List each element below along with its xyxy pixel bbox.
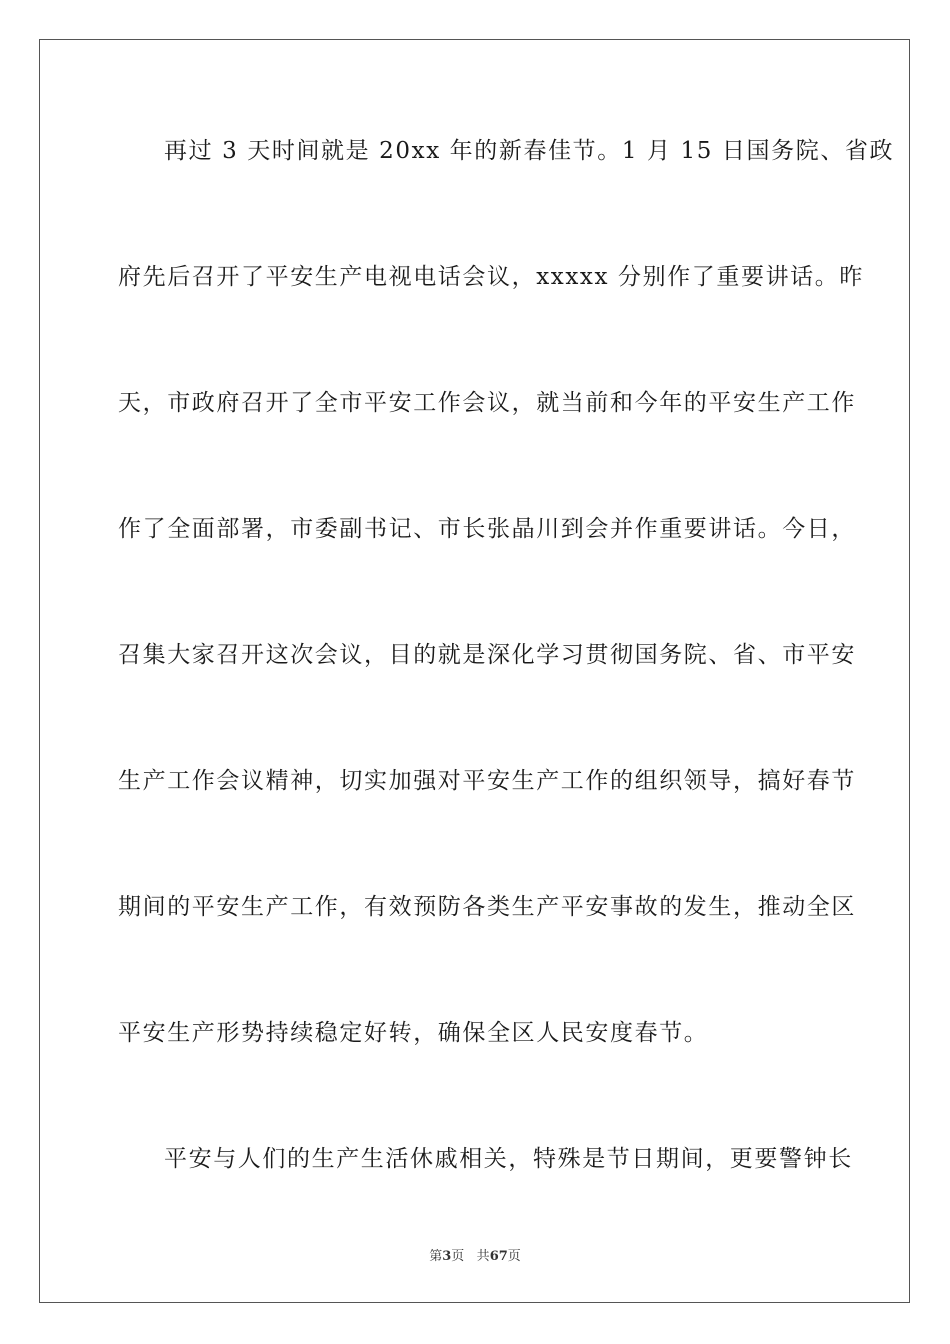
paragraph-1-line-5: 召集大家召开这次会议，目的就是深化学习贯彻国务院、省、市平安 (118, 642, 856, 668)
document-body (118, 118, 895, 1252)
paragraph-1-line-2: 府先后召开了平安生产电视电话会议，xxxxx 分别作了重要讲话。昨 (118, 264, 864, 290)
page-suffix: 页 (451, 1249, 465, 1264)
page-footer (0, 1248, 950, 1266)
page-prefix: 第 (429, 1249, 443, 1264)
paragraph-2-line-1: 平安与人们的生产生活休戚相关，特殊是节日期间，更要警钟长 (164, 1146, 853, 1172)
total-suffix: 页 (507, 1249, 521, 1264)
paragraph-1-line-4: 作了全面部署，市委副书记、市长张晶川到会并作重要讲话。今日， (118, 516, 856, 542)
paragraph-1-line-3: 天，市政府召开了全市平安工作会议，就当前和今年的平安生产工作 (118, 390, 856, 416)
paragraph-1-line-1: 再过 3 天时间就是 20xx 年的新春佳节。1 月 15 日国务院、省政 (164, 138, 895, 164)
total-prefix: 共 (476, 1249, 490, 1264)
page-number: 3 (442, 1249, 452, 1264)
paragraph-1-line-7: 期间的平安生产工作，有效预防各类生产平安事故的发生，推动全区 (118, 894, 856, 920)
paragraph-1-line-6: 生产工作会议精神，切实加强对平安生产工作的组织领导，搞好春节 (118, 768, 856, 794)
paragraph-1-line-8: 平安生产形势持续稳定好转，确保全区人民安度春节。 (118, 1020, 709, 1046)
total-pages: 67 (489, 1249, 508, 1264)
